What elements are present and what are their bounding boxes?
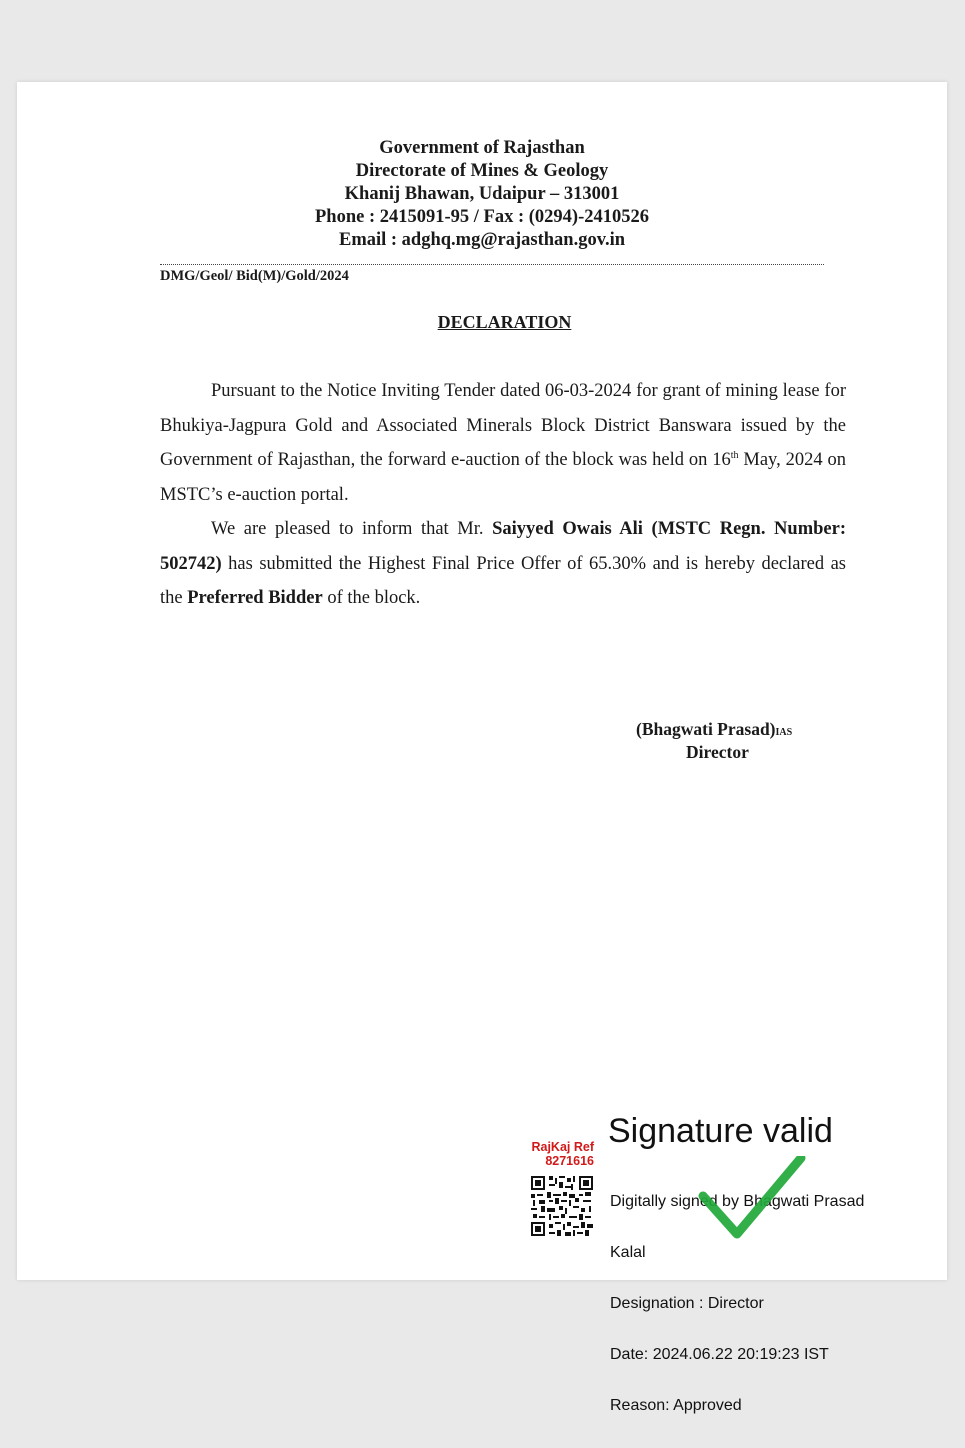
letterhead-phone: Phone : 2415091-95 / Fax : (0294)-2410526 (315, 207, 649, 227)
paragraph-bidder (160, 512, 846, 616)
signature-signed-by-cont: Kalal (610, 1244, 646, 1261)
para1-text-after: May, 2024 on MSTC’s e-auction portal. (160, 450, 846, 505)
reference-number: DMG/Geol/ Bid(M)/Gold/2024 (160, 268, 349, 284)
rajkaj-reference (508, 1140, 594, 1168)
bidder-name: Saiyyed Owais Ali (MSTC Regn. Number: 502742) (160, 519, 846, 574)
paragraph-tender (160, 374, 846, 512)
signature-date: Date: 2024.06.22 20:19:23 IST (610, 1346, 829, 1363)
para2-text-3: of the block. (322, 588, 421, 608)
signatory-name (636, 719, 792, 740)
signatory-name-text: (Bhagwati Prasad) (636, 719, 776, 739)
para1-superscript: th (730, 449, 739, 461)
letterhead-government: Government of Rajasthan (379, 138, 585, 158)
rajkaj-number: 8271616 (545, 1154, 594, 1168)
letterhead-directorate: Directorate of Mines & Geology (355, 161, 609, 181)
signatory-designation: Director (686, 742, 749, 762)
rajkaj-label: RajKaj Ref (531, 1140, 594, 1154)
signature-signed-by: Digitally signed by Bhagwati Prasad (610, 1193, 865, 1210)
signature-valid-title: Signature valid (608, 1112, 833, 1150)
preferred-bidder-label: Preferred Bidder (187, 588, 323, 608)
para2-text-1: We are pleased to inform that Mr. (211, 519, 493, 539)
signature-designation: Designation : Director (610, 1295, 764, 1312)
declaration-title: DECLARATION (437, 312, 572, 332)
check-mark-icon (697, 1156, 807, 1266)
para1-text-before: Pursuant to the Notice Inviting Tender dated 06-03-2024 for grant of mining lease for Bhukiya-Jagpura Gold and Associated Minerals Block District Banswara issued by the Government of Rajasthan, the forward e-auction of the block was held on 16 (160, 381, 846, 470)
header-divider (160, 264, 824, 265)
para2-text-2: has submitted the Highest Final Price Offer of 65.30% and is hereby declared as the (160, 553, 846, 608)
letterhead-email: Email : adghq.mg@rajasthan.gov.in (338, 230, 626, 250)
signatory-suffix: IAS (775, 727, 793, 738)
letterhead-address: Khanij Bhawan, Udaipur – 313001 (344, 184, 620, 204)
signature-reason: Reason: Approved (610, 1397, 742, 1414)
document-page (17, 82, 947, 1414)
qr-code-icon (529, 1174, 595, 1238)
